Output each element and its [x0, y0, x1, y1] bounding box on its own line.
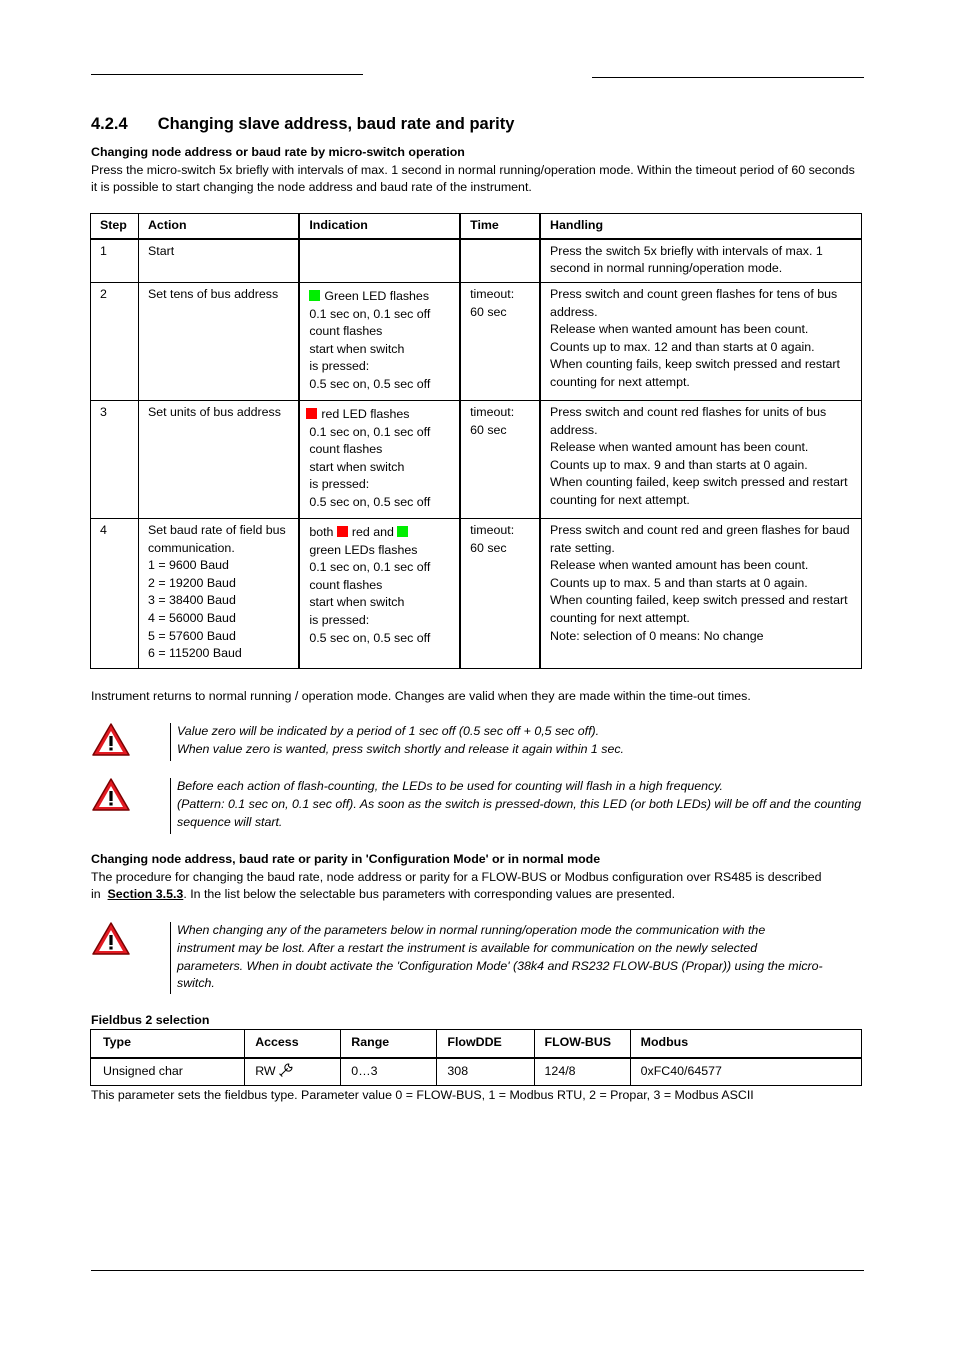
table-row — [91, 239, 862, 283]
steps-table — [90, 213, 862, 669]
indication-text: green LEDs flashes 0.1 sec on, 0.1 sec off count flashes start when switch is pressed: 0.5 sec on, 0.5 sec off — [309, 542, 431, 645]
header-type: Type — [91, 1030, 245, 1058]
table-row — [91, 401, 862, 519]
handling-cell: Press switch and count red flashes for units of bus address. Release when wanted amount has been count. Counts up to max. 9 and than starts at 0 again. When counting failed, keep switch pressed and restart counting for next attempt. — [540, 401, 861, 519]
warning-triangle-icon — [91, 921, 131, 957]
indication-cell — [299, 519, 460, 669]
header-range: Range — [341, 1030, 437, 1058]
action-cell: Set units of bus address — [138, 401, 299, 519]
access-cell — [245, 1058, 341, 1086]
header-indication: Indication — [299, 214, 460, 239]
step-cell: 4 — [91, 519, 139, 669]
header-time: Time — [460, 214, 540, 239]
time-cell: timeout: 60 sec — [460, 519, 540, 669]
table-row — [91, 1058, 862, 1086]
header-action: Action — [138, 214, 299, 239]
indication-led-text-2: red and — [351, 525, 394, 540]
after-table-text: Instrument returns to normal running / operation mode. Changes are valid when they are made within the time-out times. — [91, 689, 751, 703]
green-led-icon — [309, 290, 320, 301]
header-flowbus: FLOW-BUS — [534, 1030, 630, 1058]
header-handling: Handling — [540, 214, 861, 239]
indication-cell — [299, 401, 460, 519]
warning-note-3: When changing any of the parameters below in normal running/operation mode the communication with the instrument may be lost. After a restart the instrument is available for communication on the newly selected parameters. When in doubt activate the 'Configuration Mode' (38k4 and RS232 FLOW-BUS (Propar)) using the micro-switch. — [170, 922, 825, 994]
step-cell: 1 — [91, 239, 139, 283]
flowdde-cell: 308 — [437, 1058, 534, 1086]
action-cell: Start — [138, 239, 299, 283]
modbus-cell: 0xFC40/64577 — [630, 1058, 861, 1086]
fieldbus-table — [90, 1029, 862, 1086]
warning-note-2: Before each action of flash-counting, the LEDs to be used for counting will flash in a high frequency. (Pattern: 0.1 sec on, 0.1 sec off). As soon as the switch is pressed-down, this LED (or both LEDs) will be off and the counting sequence will start. — [170, 778, 865, 834]
footer-rule — [91, 1270, 864, 1271]
steps-header-row — [91, 214, 862, 239]
flowbus-cell: 124/8 — [534, 1058, 630, 1086]
handling-cell: Press the switch 5x briefly with intervals of max. 1 second in normal running/operation mode. — [540, 239, 861, 283]
warning-triangle-icon — [91, 777, 131, 813]
indication-led-text: Green LED flashes — [324, 289, 430, 304]
indication-led-text: red LED flashes — [321, 407, 410, 422]
micro-switch-heading: Changing node address or baud rate by micro-switch operation — [91, 145, 465, 159]
table-row — [91, 519, 862, 669]
header-modbus: Modbus — [630, 1030, 861, 1058]
header-rule-left — [91, 74, 363, 75]
handling-cell: Press switch and count red and green flashes for baud rate setting. Release when wanted amount has been count. Counts up to max. 5 and than starts at 0 again. When counting failed, keep switch pressed and restart counting for next attempt. Note: selection of 0 means: No change — [540, 519, 861, 669]
time-cell: timeout: 60 sec — [460, 401, 540, 519]
action-cell: Set baud rate of field bus communication. 1 = 9600 Baud 2 = 19200 Baud 3 = 38400 Baud 4 = 56000 Baud 5 = 57600 Baud 6 = 115200 Baud — [138, 519, 299, 669]
micro-switch-body: Press the micro-switch 5x briefly with intervals of max. 1 second in normal running/operation mode. Within the timeout period of 60 seconds it is possible to start changing the node address and baud rate of the instrument. — [91, 162, 855, 195]
header-flowdde: FlowDDE — [437, 1030, 534, 1058]
header-step: Step — [91, 214, 139, 239]
warning-triangle-icon — [91, 722, 131, 758]
time-cell: timeout: 60 sec — [460, 283, 540, 401]
table-row — [91, 283, 862, 401]
green-led-icon — [397, 526, 408, 537]
indication-led-text: both — [309, 525, 334, 540]
indication-cell — [299, 239, 460, 283]
warning-note-1: Value zero will be indicated by a period of 1 sec off (0.5 sec off + 0,5 sec off). When value zero is wanted, press switch shortly and release it again within 1 sec. — [170, 723, 865, 761]
header-access: Access — [245, 1030, 341, 1058]
indication-text: 0.1 sec on, 0.1 sec off count flashes start when switch is pressed: 0.5 sec on, 0.5 sec off — [309, 424, 431, 510]
time-cell — [460, 239, 540, 283]
step-cell: 3 — [91, 401, 139, 519]
header-rule-right — [592, 77, 864, 78]
red-led-icon — [337, 526, 348, 537]
micro-switch-intro — [91, 144, 861, 197]
fieldbus-heading: Fieldbus 2 selection — [91, 1013, 210, 1027]
config-mode-body-text: The procedure for changing the baud rate, node address or parity for a FLOW-BUS or Modbus configuration over RS485 is described in — [91, 869, 822, 902]
section-link[interactable]: Section 3.5.3 — [107, 887, 184, 902]
config-mode-body-text-2: . In the list below the selectable bus parameters with corresponding values are presented. — [183, 887, 676, 902]
handling-cell: Press switch and count green flashes for tens of bus address. Release when wanted amount has been count. Counts up to max. 12 and than starts at 0 again. When counting fails, keep switch pressed and restart counting for next attempt. — [540, 283, 861, 401]
indication-cell — [299, 283, 460, 401]
config-mode-heading: Changing node address, baud rate or parity in 'Configuration Mode' or in normal mode — [91, 852, 601, 866]
range-cell: 0…3 — [341, 1058, 437, 1086]
wrench-icon — [279, 1062, 294, 1077]
type-cell: Unsigned char — [91, 1058, 245, 1086]
fieldbus-description: This parameter sets the fieldbus type. Parameter value 0 = FLOW-BUS, 1 = Modbus RTU, 2 = Propar, 3 = Modbus ASCII — [91, 1088, 754, 1102]
section-number: 4.2.4 — [91, 115, 128, 133]
config-mode-body — [91, 869, 861, 904]
section-title: Changing slave address, baud rate and parity — [157, 115, 515, 133]
section-heading — [91, 115, 514, 134]
indication-text: 0.1 sec on, 0.1 sec off count flashes start when switch is pressed: 0.5 sec on, 0.5 sec off — [309, 306, 431, 392]
access-value: RW — [255, 1064, 276, 1079]
action-cell: Set tens of bus address — [138, 283, 299, 401]
config-mode-section — [91, 851, 861, 904]
step-cell: 2 — [91, 283, 139, 401]
fieldbus-header-row — [91, 1030, 862, 1058]
red-led-icon — [306, 408, 317, 419]
